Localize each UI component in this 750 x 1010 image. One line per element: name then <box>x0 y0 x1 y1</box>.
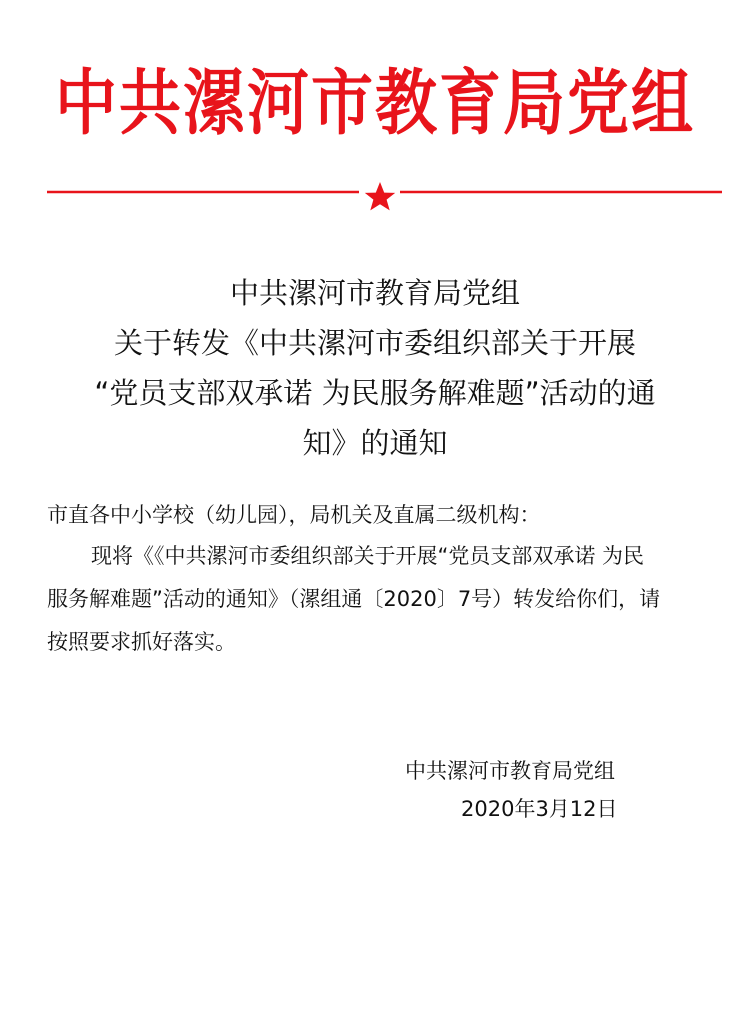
body-line: 按照要求抓好落实。 <box>47 630 236 654</box>
title-line: 中共漯河市教育局党组 <box>229 276 520 310</box>
signature-block <box>405 752 705 828</box>
salutation: 市直各中小学校（幼儿园），局机关及直属二级机构： <box>47 503 541 527</box>
title-line: “党员支部双承诺 为民服务解难题”活动的通 <box>94 376 656 410</box>
document-title <box>60 268 690 468</box>
body-paragraph <box>47 535 735 664</box>
signature-date: 2020年3月12日 <box>461 797 618 821</box>
red-header-title: 中共漯河市教育局党组 <box>54 60 695 145</box>
star-icon <box>365 182 395 210</box>
body-line: 现将《《中共漯河市委组织部关于开展“党员支部双承诺 为民 <box>91 544 645 568</box>
body-line: 服务解难题”活动的通知》（漯组通〔2020〕7号）转发给你们，请 <box>47 587 661 611</box>
title-line: 知》的通知 <box>302 426 448 460</box>
signature-org: 中共漯河市教育局党组 <box>405 759 615 783</box>
title-line: 关于转发《中共漯河市委组织部关于开展 <box>113 326 636 360</box>
red-divider <box>47 182 722 212</box>
